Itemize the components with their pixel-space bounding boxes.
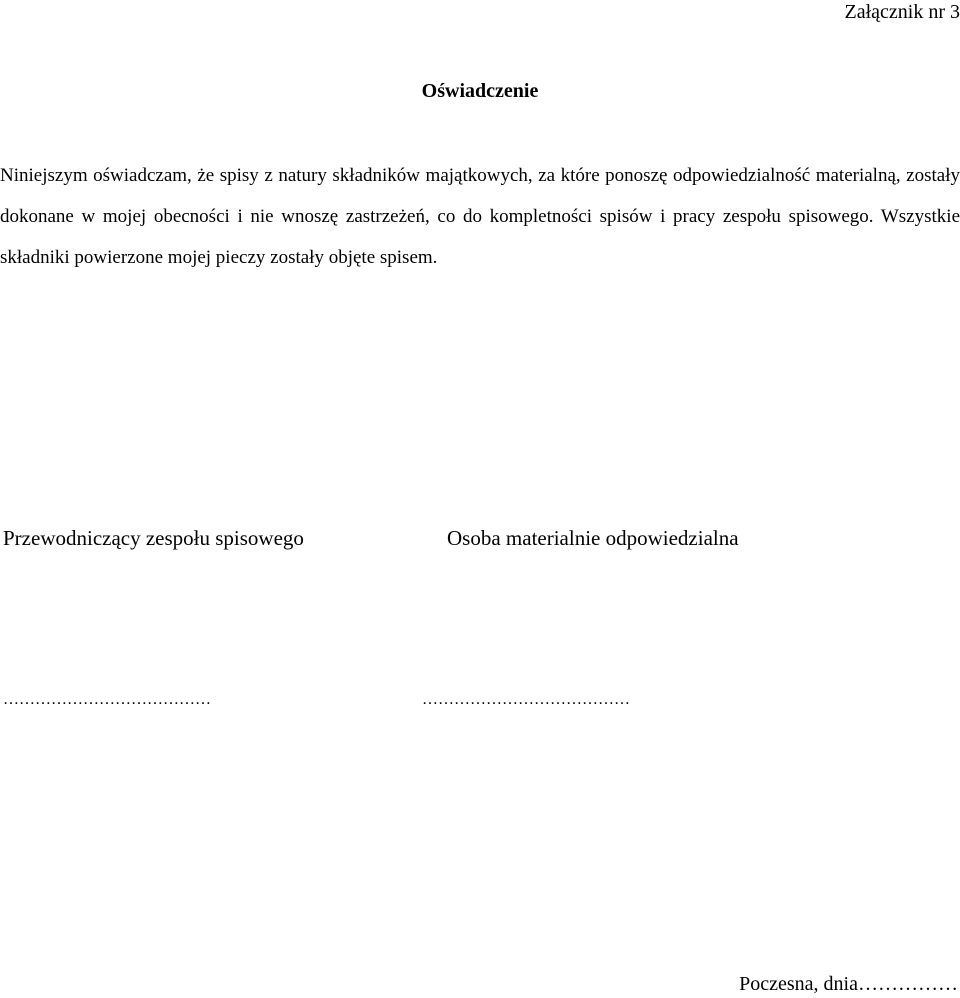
annex-label: Załącznik nr 3 (844, 1, 960, 23)
chairman-signature-label: Przewodniczący zespołu spisowego (3, 526, 304, 550)
document-title: Oświadczenie (421, 80, 539, 102)
responsible-person-signature-line: ………………………………… (422, 691, 630, 708)
declaration-text: Niniejszym oświadczam, że spisy z natury składników majątkowych, za które ponoszę odpowiedzialność materialną, zostały dokonane w mojej obecności i nie wnoszę zastrzeżeń, co do kompletności spisów i pracy zespołu spisowego. Wszystkie składniki powierzone mojej pieczy zostały objęte spisem. (0, 165, 960, 268)
responsible-person-signature-label: Osoba materialnie odpowiedzialna (447, 526, 739, 550)
chairman-signature-line: ………………………………… (3, 691, 211, 708)
place-date-line: Poczesna, dnia…………… (739, 973, 958, 995)
